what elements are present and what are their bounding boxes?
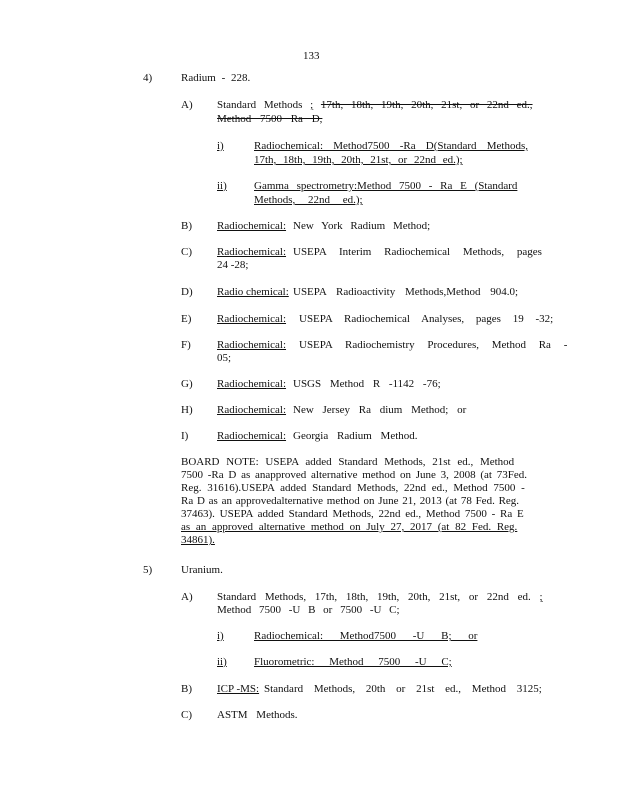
method-text: ASTM Methods. [217,709,298,721]
method-label: Radiochemical: [217,313,287,325]
subsubitem-text: Fluorometric: Method 7500 -U C; [254,656,452,668]
subitem-letter: B) [181,220,192,232]
subitem-text [217,591,543,604]
method-label: Radiochemical: [217,404,287,416]
item-number: 4) [143,72,153,84]
board-note-line: BOARD NOTE: USEPA added Standard Methods, 21st ed., Method [181,456,515,468]
method-text: USEPA Radioactivity Methods,Method 904.0; [293,286,519,298]
board-note-line: as an approved alternative method on July 27, 2017 (at 82 Fed. Reg. [181,521,518,533]
method-text: New Jersey Ra dium Method; or [293,404,467,416]
subsubitem-number: ii) [217,180,227,192]
method-label: Radiochemical: [217,339,287,351]
subsubitem-number: i) [217,630,224,642]
subitem-letter: I) [181,430,189,442]
item-title: Radium - 228. [181,72,251,84]
method-label: ICP -MS: [217,683,260,695]
method-text: 05; [217,352,232,364]
subsubitem-text: Gamma spectrometry:Method 7500 - Ra E (Standard [254,180,518,192]
method-name: Standard Methods [217,99,303,111]
board-note-line: 7500 -Ra D as anapproved alternative method on June 3, 2008 (at 73Fed. [181,469,527,481]
board-note-line: Ra D as an approvedalternative method on June 21, 2013 (at 78 Fed. Reg. [181,495,520,507]
page-number: 133 [303,50,320,62]
subitem-text [217,99,533,112]
board-note-line: 37463). USEPA added Standard Methods, 22nd ed., Method 7500 - Ra E [181,508,524,520]
method-text: New York Radium Method; [293,220,431,232]
struck-text: 17th, 18th, 19th, 20th, 21st, or 22nd ed., [320,99,533,111]
subitem-text: Method 7500 -U B or 7500 -U C; [217,604,400,616]
subitem-letter: A) [181,99,193,111]
subitem-letter: C) [181,246,192,258]
subsubitem-text: 17th, 18th, 19th, 20th, 21st, or 22nd ed.); [254,154,463,166]
subitem-letter: A) [181,591,193,603]
method-name: Standard Methods, 17th, 18th, 19th, 20th, 21st, or 22nd ed. [217,591,531,603]
subsubitem-text: Radiochemical: Method7500 -U B; or [254,630,478,642]
method-label: Radiochemical: [217,430,287,442]
method-text: Georgia Radium Method. [293,430,418,442]
item-number: 5) [143,564,153,576]
struck-text: Method 7500 Ra D, [217,113,323,125]
method-label: Radiochemical: [217,220,287,232]
subitem-letter: E) [181,313,192,325]
subsubitem-text: Radiochemical: Method7500 -Ra D(Standard Methods, [254,140,528,152]
subitem-letter: D) [181,286,193,298]
subitem-letter: F) [181,339,191,351]
subitem-letter: C) [181,709,192,721]
subitem-letter: B) [181,683,192,695]
method-label: Radiochemical: [217,378,287,390]
method-text: USEPA Radiochemistry Procedures, Method Ra - [299,339,568,351]
method-text: 24 -28; [217,259,249,271]
inserted-text: ; [539,591,543,603]
subsubitem-number: i) [217,140,224,152]
method-label: Radio chemical: [217,286,289,298]
subitem-letter: H) [181,404,193,416]
method-text: USEPA Radiochemical Analyses, pages 19 -32; [299,313,554,325]
method-text: USEPA Interim Radiochemical Methods, pages [293,246,542,258]
method-text: Standard Methods, 20th or 21st ed., Method 3125; [264,683,542,695]
subsubitem-number: ii) [217,656,227,668]
inserted-text: ; [310,99,314,111]
method-text: USGS Method R -1142 -76; [293,378,441,390]
board-note-line: 34861). [181,534,215,546]
subitem-letter: G) [181,378,193,390]
subsubitem-text: Methods, 22nd ed.); [254,194,363,206]
item-title: Uranium. [181,564,223,576]
board-note-line: Reg. 31616).USEPA added Standard Methods, 22nd ed., Method 7500 - [181,482,525,494]
method-label: Radiochemical: [217,246,287,258]
